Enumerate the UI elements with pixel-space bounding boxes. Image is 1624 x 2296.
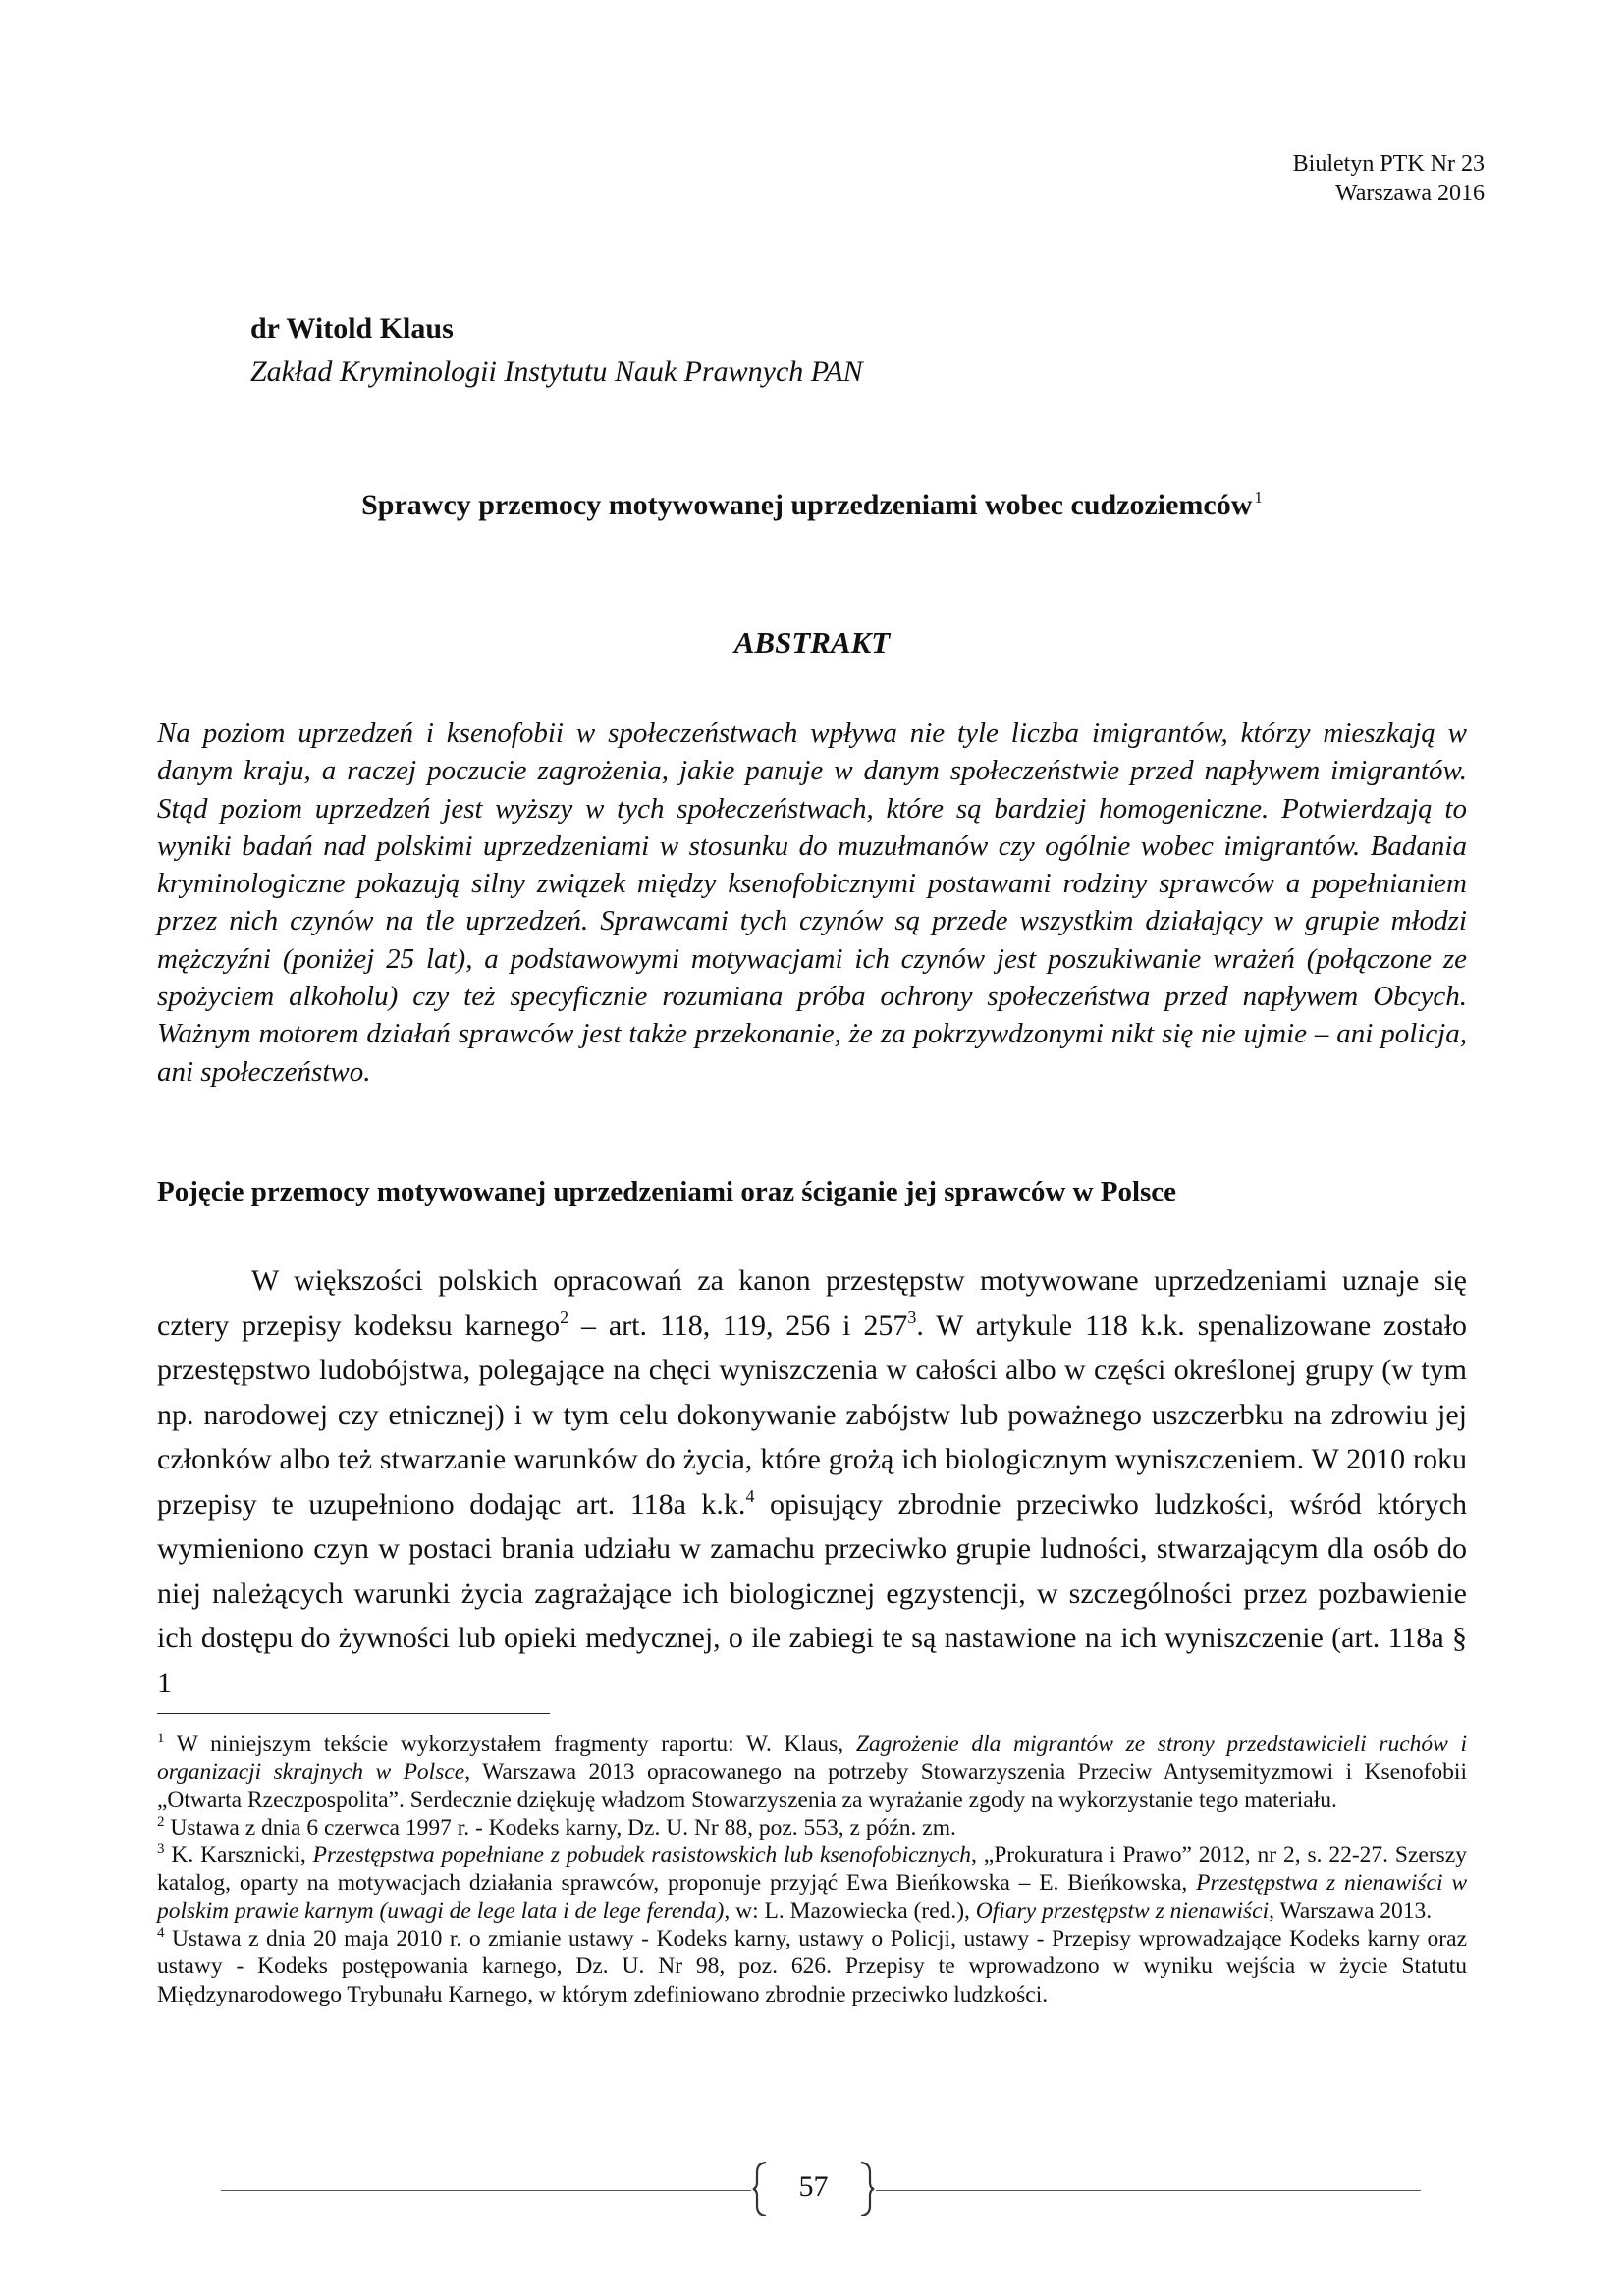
footnote-citation-title: Przestępstwa popełniane z pobudek rasistowskich lub ksenofobicznych <box>312 1842 972 1869</box>
abstract-text: Na poziom uprzedzeń i ksenofobii w społeczeństwach wpływa nie tyle liczba imigrantów, którzy mieszkają w danym kraju, a raczej poczucie zagrożenia, jakie panuje w danym społeczeństwie przed napływem imigrantów. Stąd poziom uprzedzeń jest wyższy w tych społeczeństwach, które są bardziej homogeniczne. Potwierdzają to wyniki badań nad polskimi uprzedzeniami w stosunku do muzułmanów czy ogólnie wobec imigrantów. Badania kryminologiczne pokazują silny związek między ksenofobicznymi postawami rodziny sprawców a popełnianiem przez nich czynów na tle uprzedzeń. Sprawcami tych czynów są przede wszystkim działający w grupie młodzi mężczyźni (poniżej 25 lat), a podstawowymi motywacjami ich czynów jest poszukiwanie wrażeń (połączone ze spożyciem alkoholu) czy też specyficznie rozumiana próba ochrony społeczeństwa przed napływem Obcych. Ważnym motorem działań sprawców jest także przekonanie, że za pokrzywdzonymi nikt się nie ujmie – ani policja, ani społeczeństwo. <box>157 718 1467 1088</box>
footnote-citation-title: Przestępstwa z nienawiści w polskim prawie karnym (uwagi de lege lata i de lege ferenda) <box>157 1870 1467 1924</box>
body-paragraph <box>157 1258 1467 1705</box>
footnote-ref-3[interactable]: 3 <box>907 1307 917 1327</box>
footnote-number: 4 <box>157 1925 165 1942</box>
abstract-heading: ABSTRAKT <box>733 625 891 660</box>
footnote-1 <box>157 1731 1467 1814</box>
footnote-number: 2 <box>157 1813 165 1830</box>
footnote-citation-title: Zagrożenie dla migrantów ze strony przedstawicieli ruchów i organizacji skrajnych w Polsce <box>157 1732 1467 1786</box>
footnote-3 <box>157 1842 1467 1925</box>
footnote-ref-1[interactable]: 1 <box>1254 488 1263 507</box>
author-affiliation: Zakład Kryminologii Instytutu Nauk Prawnych PAN <box>250 355 863 388</box>
author-name: dr Witold Klaus <box>250 312 454 345</box>
footnote-number: 1 <box>157 1731 165 1746</box>
journal-name: Biuletyn PTK Nr 23 <box>1292 151 1485 177</box>
footnote-text: W niniejszym tekście wykorzystałem fragmenty raportu: W. Klaus, <box>164 1732 856 1757</box>
page-footer <box>0 2161 1624 2219</box>
body-text-segment: opisujący zbrodnie przeciwko ludzkości, wśród których wymieniono czyn w postaci brania udziału w zamachu przeciwko grupie ludności, stwarzającym dla osób do niej należących warunki życia zagrażające ich biologicznej egzystencji, w szczególności przez pozbawienie ich dostępu do żywności lub opieki medycznej, o ile zabiegi te są nastawione na ich wyniszczenie (art. 118a § 1 <box>157 1487 1467 1699</box>
footnote-ref-4[interactable]: 4 <box>745 1485 755 1506</box>
footnote-text: K. Karsznicki, <box>164 1842 313 1869</box>
body-text-segment: W większości polskich opracowań za kanon przestępstw motywowane uprzedzeniami uznaje się cztery przepisy kodeksu karnego <box>157 1264 1467 1342</box>
journal-place-year: Warszawa 2016 <box>1334 181 1485 206</box>
body-text-segment: . W artykule 118 k.k. spenalizowane zostało przestępstwo ludobójstwa, polegające na chęci wyniszczenia w całości albo w części określonej grupy (w tym np. narodowej czy etnicznej) i w tym celu dokonywanie zabójstw lub poważnego uszczerbku na zdrowiu jej członków albo też stwarzanie warunków do życia, które grożą ich biologicznym wyniszczeniem. W 2010 roku przepisy te uzupełniono dodając art. 118a k.k. <box>157 1308 1467 1521</box>
right-brace-icon <box>858 2161 876 2217</box>
footnote-number: 3 <box>157 1842 165 1858</box>
body-text-segment: – art. 118, 119, 256 i 257 <box>568 1308 908 1342</box>
footnote-2 <box>157 1814 1467 1842</box>
footnote-text: , Warszawa 2013. <box>1269 1897 1433 1924</box>
footnotes <box>157 1731 1467 2008</box>
footnote-citation-title: Ofiary przestępstw z nienawiści <box>975 1897 1270 1924</box>
footnote-text: Ustawa z dnia 20 maja 2010 r. o zmianie ustawy - Kodeks karny, ustawy o Policji, ustawy - Przepisy wprowadzające Kodeks karny oraz ustawy - Kodeks postępowania karnego, Dz. U. Nr 98, poz. 626. Przepisy te wprowadzono w wyniku wejścia w życie Statutu Międzynarodowego Trybunału Karnego, w którym zdefiniowano zbrodnie przeciwko ludzkości. <box>157 1926 1467 2007</box>
footer-rule-right <box>876 2190 1421 2191</box>
section-heading: Pojęcie przemocy motywowanej uprzedzeniami oraz ściganie jej sprawców w Polsce <box>157 1176 1177 1207</box>
footnote-ref-2[interactable]: 2 <box>560 1307 569 1327</box>
footnote-separator <box>157 1713 550 1714</box>
journal-header <box>1293 149 1485 208</box>
footnote-text: , w: L. Mazowiecka (red.), <box>724 1897 976 1924</box>
left-brace-icon <box>751 2161 769 2217</box>
footnote-text: , Warszawa 2013 opracowanego na potrzeby Stowarzyszenia Przeciw Antysemityzmowi i Ksenofobii „Otwarta Rzeczpospolita”. Serdecznie dziękuję władzom Stowarzyszenia za wyrażanie zgody na wykorzystanie tego materiału. <box>157 1759 1467 1813</box>
article-title-text: Sprawcy przemocy motywowanej uprzedzeniami wobec cudzoziemców <box>361 489 1253 521</box>
footnote-text: Ustawa z dnia 6 czerwca 1997 r. - Kodeks karny, Dz. U. Nr 88, poz. 553, z późn. zm. <box>164 1814 956 1841</box>
page-number: 57 <box>798 2170 829 2203</box>
footnote-4 <box>157 1925 1467 2008</box>
footer-rule-left <box>221 2190 751 2191</box>
article-title <box>0 488 1624 522</box>
footnote-text: , „Prokuratura i Prawo” 2012, nr 2, s. 22-27. Szerszy katalog, oparty na motywacjach działania sprawców, proponuje przyjąć Ewa Bieńkowska – E. Bieńkowska, <box>157 1842 1467 1896</box>
